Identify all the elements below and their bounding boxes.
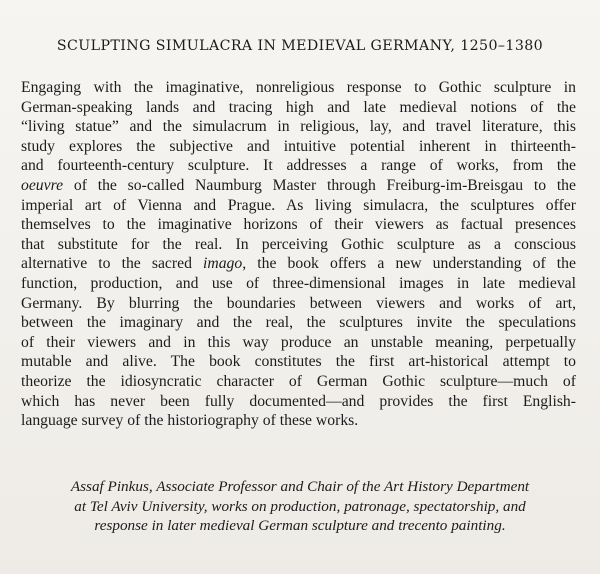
- description-line: [21, 254, 576, 274]
- description-line: of their viewers and in this way produce an unstable meaning, perpetually: [21, 333, 576, 351]
- description-line: study explores the subjective and intuitive potential inherent in thirteenth-: [21, 137, 576, 155]
- book-description: [21, 78, 576, 431]
- description-line: themselves to the imaginative horizons of their viewers as factual presences: [21, 216, 576, 234]
- emphasis-imago: imago: [203, 255, 243, 273]
- description-line: Germany. By blurring the boundaries between viewers and works of art,: [21, 294, 576, 312]
- description-line: and fourteenth-century sculpture. It addresses a range of works, from the: [21, 157, 576, 175]
- description-line: Engaging with the imaginative, nonreligious response to Gothic sculpture in: [21, 79, 576, 96]
- description-line: language survey of the historiography of these works.: [21, 412, 359, 430]
- bio-line: Assaf Pinkus, Associate Professor and Chair of the Art History Department: [70, 478, 530, 495]
- description-line-rest: of the so-called Naumburg Master through Freiburg-im-Breisgau to the: [63, 176, 576, 194]
- description-line: [21, 176, 576, 196]
- description-line: function, production, and use of three-dimensional images in late medieval: [21, 274, 576, 292]
- bio-line: response in later medieval German sculpture and trecento painting.: [94, 517, 506, 535]
- description-line: which has never been fully documented—and provides the first English-: [21, 392, 576, 410]
- author-bio: [40, 477, 560, 536]
- description-line: German-speaking lands and tracing high and late medieval notions of the: [21, 98, 576, 116]
- description-line: theorize the idiosyncratic character of German Gothic sculpture—much of: [21, 372, 576, 390]
- description-line: “living statue” and the simulacrum in religious, lay, and travel literature, this: [21, 118, 576, 136]
- description-line: that substitute for the real. In perceiving Gothic sculpture as a conscious: [21, 235, 576, 253]
- description-line-start: alternative to the sacred: [21, 255, 204, 273]
- emphasis-oeuvre: oeuvre: [21, 176, 64, 194]
- bio-line: at Tel Aviv University, works on production, patronage, spectatorship, and: [74, 497, 526, 515]
- book-title: SCULPTING SIMULACRA IN MEDIEVAL GERMANY, 1250–1380: [56, 38, 544, 54]
- description-line: between the imaginary and the real, the sculptures invite the speculations: [21, 314, 576, 332]
- description-line-rest: , the book offers a new understanding of the: [242, 255, 576, 273]
- description-line: mutable and alive. The book constitutes the first art-historical attempt to: [21, 353, 576, 371]
- description-line: imperial art of Vienna and Prague. As living simulacra, the sculptures offer: [21, 196, 576, 214]
